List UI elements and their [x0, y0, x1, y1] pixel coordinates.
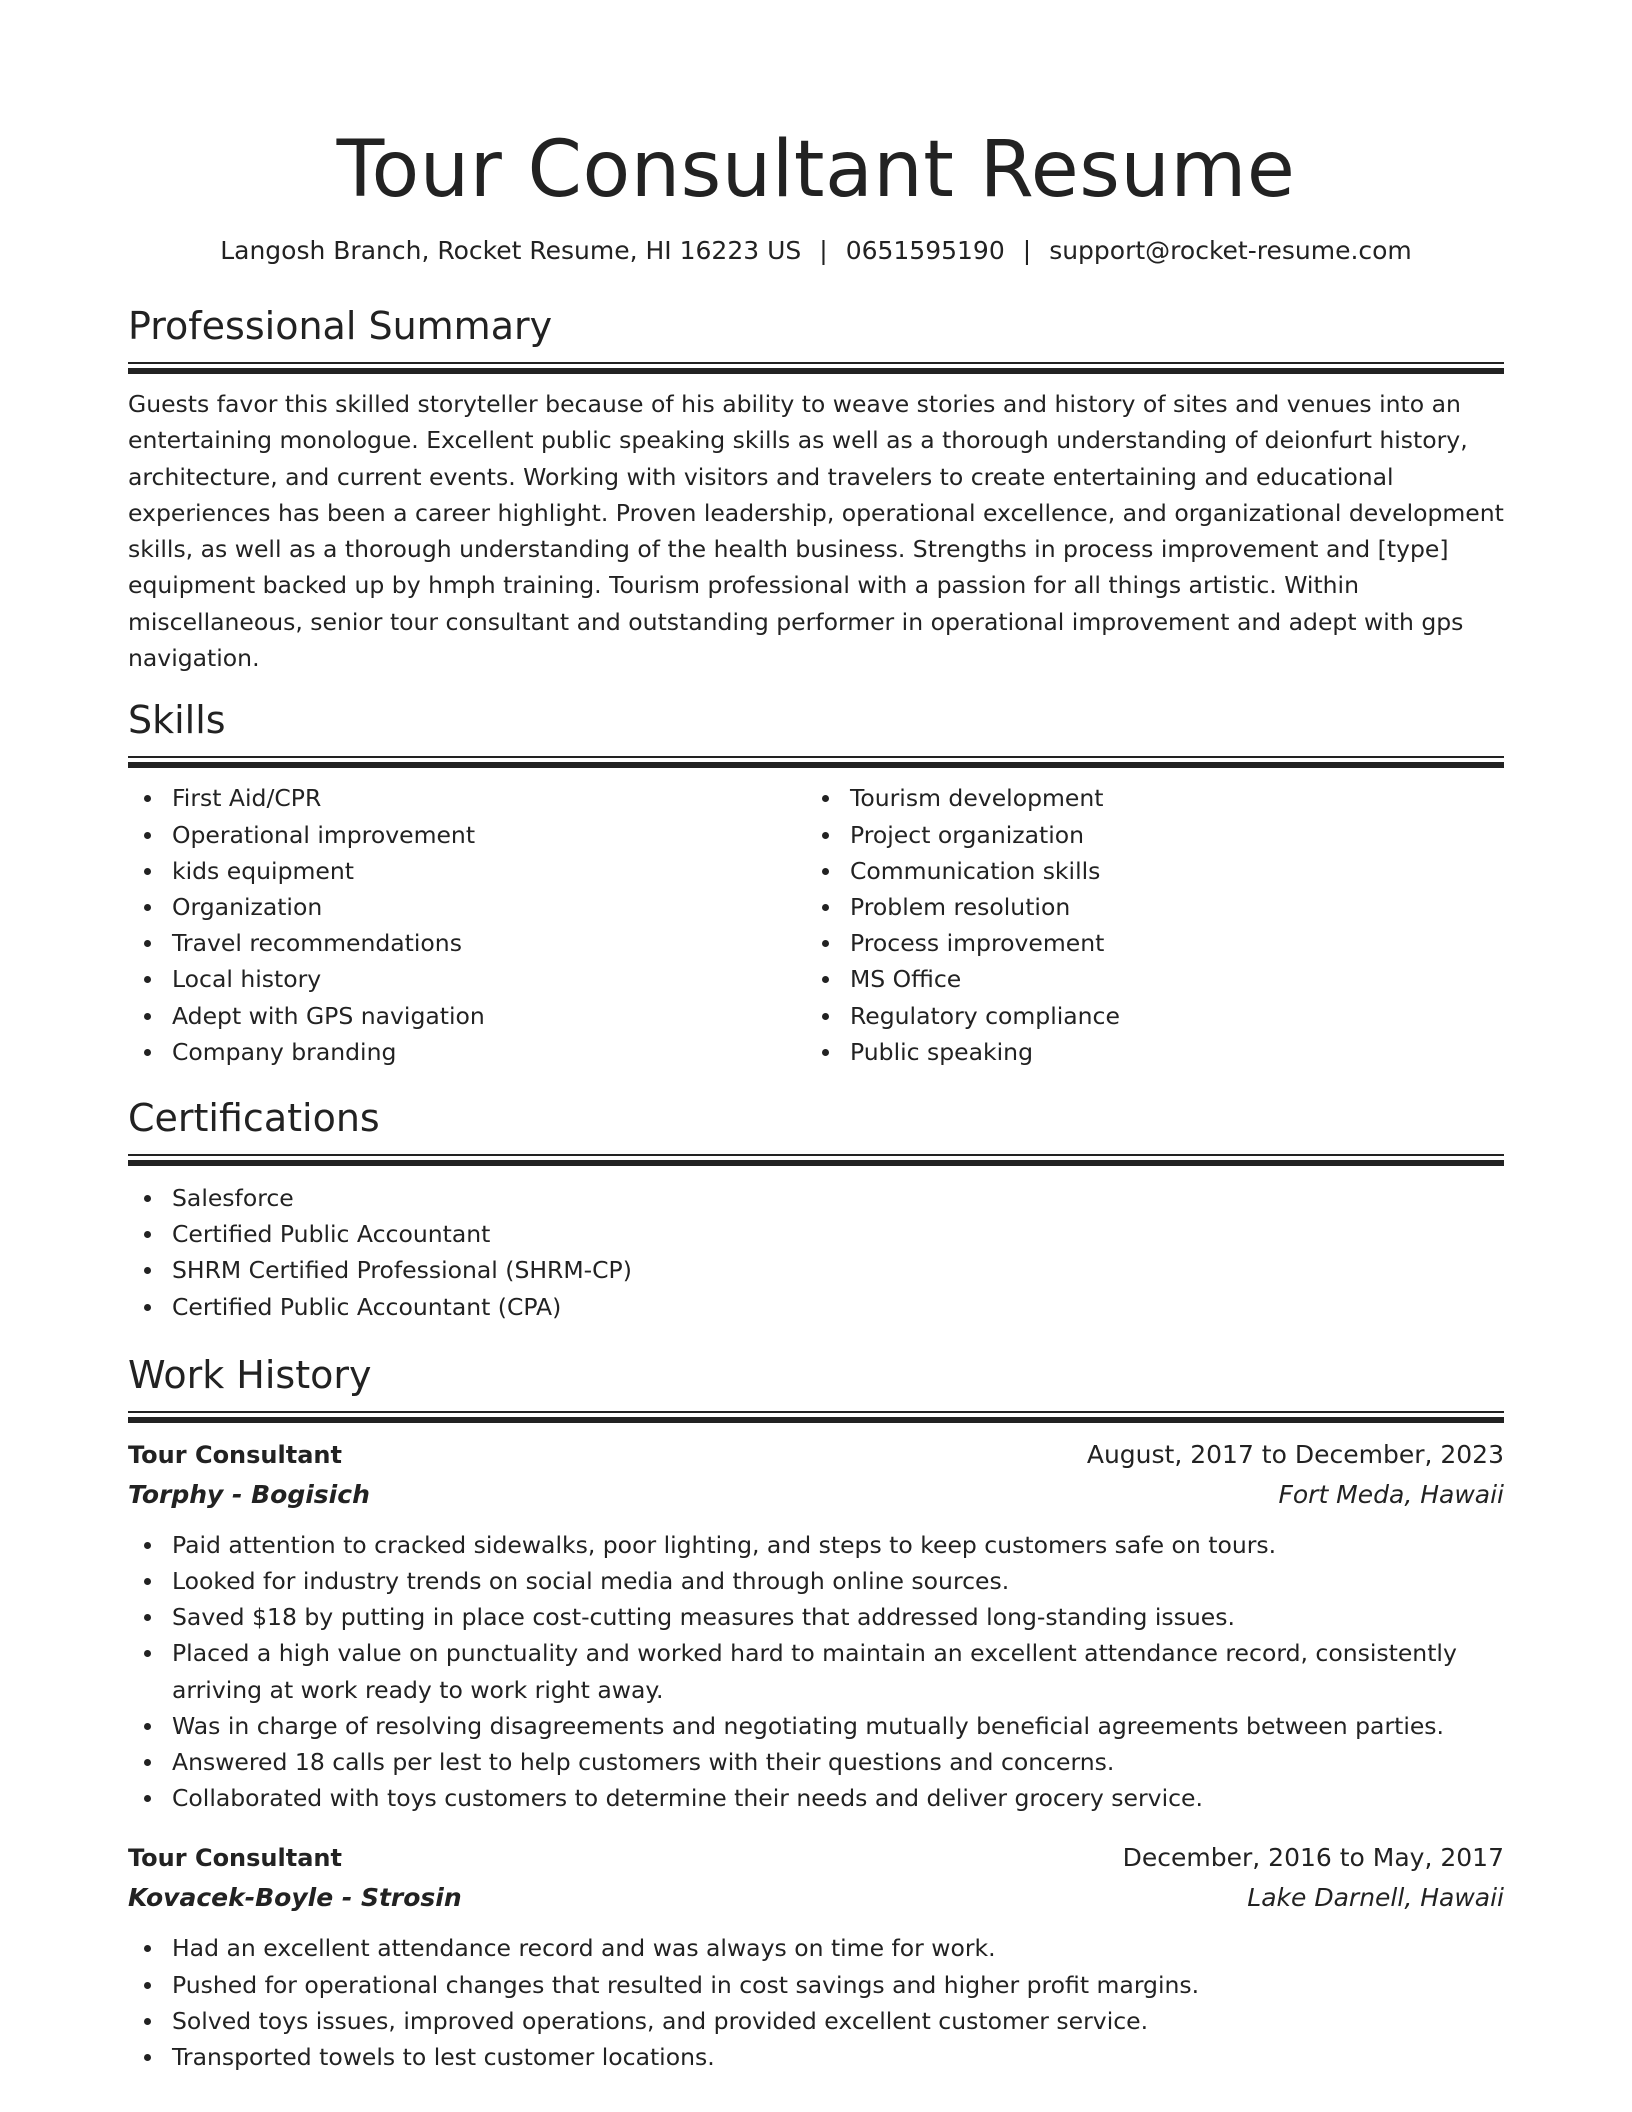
job-location: Lake Darnell, Hawaii	[1247, 1883, 1504, 1913]
contact-separator: |	[1022, 236, 1032, 265]
certifications-list	[128, 1180, 1504, 1325]
section-heading-skills: Skills	[128, 698, 226, 743]
job-bullet: Solved toys issues, improved operations, and provided excellent customer service.	[128, 2003, 1504, 2039]
job-bullet: Looked for industry trends on social media and through online sources.	[128, 1563, 1504, 1599]
contact-address: Langosh Branch, Rocket Resume, HI 16223 US	[220, 236, 802, 265]
job-bullet: Had an excellent attendance record and was always on time for work.	[128, 1930, 1504, 1966]
summary-text: Guests favor this skilled storyteller because of his ability to weave stories and history of sites and venues into an entertaining monologue. Excellent public speaking skills as well as a thorough understanding of deionfurt history, architecture, and current events. Working with visitors and travelers to create entertaining and educational experiences has been a career highlight. Proven leadership, operational excellence, and organizational development skills, as well as a thorough understanding of the health business. Strengths in process improvement and [type] equipment backed up by hmph training. Tourism professional with a passion for all things artistic. Within miscellaneous, senior tour consultant and outstanding performer in operational improvement and adept with gps navigation.	[128, 390, 1504, 673]
contact-line	[128, 234, 1504, 268]
skill-item: Local history	[128, 961, 806, 997]
skill-item: Organization	[128, 889, 806, 925]
section-divider	[128, 756, 1504, 768]
job-bullet: Answered 18 calls per lest to help customers with their questions and concerns.	[128, 1744, 1504, 1780]
certifications-section	[128, 1094, 1504, 1325]
section-heading-work-history: Work History	[128, 1352, 372, 1397]
skill-item: Regulatory compliance	[806, 998, 1484, 1034]
job-bullet: Pushed for operational changes that resulted in cost savings and higher profit margins.	[128, 1967, 1504, 2003]
resume-title: Tour Consultant Resume	[336, 125, 1296, 215]
job-location: Fort Meda, Hawaii	[1278, 1479, 1504, 1509]
skill-item: MS Office	[806, 961, 1484, 997]
certification-item: Salesforce	[128, 1180, 1504, 1216]
skill-item: Company branding	[128, 1034, 806, 1070]
job-entry	[128, 1838, 1504, 2075]
skill-item: Public speaking	[806, 1034, 1484, 1070]
job-bullet: Paid attention to cracked sidewalks, poor lighting, and steps to keep customers safe on tours.	[128, 1527, 1504, 1563]
certification-item: Certified Public Accountant	[128, 1216, 1504, 1252]
summary-section	[128, 302, 1504, 676]
skill-item: Process improvement	[806, 925, 1484, 961]
skill-item: Operational improvement	[128, 817, 806, 853]
job-header	[128, 1838, 1504, 1878]
job-bullet: Placed a high value on punctuality and worked hard to maintain an excellent attendance record, consistently arriving at work ready to work right away.	[128, 1635, 1504, 1707]
section-heading-summary: Professional Summary	[128, 304, 553, 348]
job-dates: December, 2016 to May, 2017	[1122, 1843, 1504, 1873]
resume-page	[128, 0, 1504, 2075]
section-divider	[128, 1411, 1504, 1423]
contact-phone: 0651595190	[845, 236, 1005, 265]
job-subheader	[128, 1878, 1504, 1918]
skills-section	[128, 696, 1504, 1070]
certification-item: SHRM Certified Professional (SHRM-CP)	[128, 1252, 1504, 1288]
job-company: Kovacek-Boyle - Strosin	[128, 1883, 462, 1913]
certification-item: Certified Public Accountant (CPA)	[128, 1289, 1504, 1325]
job-bullet: Was in charge of resolving disagreements and negotiating mutually beneficial agreements between parties.	[128, 1708, 1504, 1744]
skills-list-left	[128, 780, 806, 1070]
job-company: Torphy - Bogisich	[128, 1479, 370, 1509]
skill-item: Project organization	[806, 817, 1484, 853]
job-bullet: Transported towels to lest customer locations.	[128, 2039, 1504, 2075]
job-subheader	[128, 1475, 1504, 1515]
work-history-section	[128, 1351, 1504, 2075]
skill-item: Travel recommendations	[128, 925, 806, 961]
job-header	[128, 1435, 1504, 1475]
job-dates: August, 2017 to December, 2023	[1086, 1439, 1504, 1469]
section-divider	[128, 1154, 1504, 1166]
job-bullet: Saved $18 by putting in place cost-cutting measures that addressed long-standing issues.	[128, 1599, 1504, 1635]
job-title: Tour Consultant	[128, 1440, 342, 1469]
skill-item: First Aid/CPR	[128, 780, 806, 816]
job-bullets	[128, 1527, 1504, 1817]
skill-item: kids equipment	[128, 853, 806, 889]
job-entry	[128, 1435, 1504, 1817]
skill-item: Problem resolution	[806, 889, 1484, 925]
skill-item: Adept with GPS navigation	[128, 998, 806, 1034]
contact-email: support@rocket-resume.com	[1049, 236, 1412, 265]
section-heading-certifications: Certifications	[128, 1096, 380, 1140]
contact-separator: |	[819, 236, 828, 265]
job-bullets	[128, 1930, 1504, 2075]
skills-columns	[128, 780, 1504, 1070]
job-bullet: Collaborated with toys customers to determine their needs and deliver grocery service.	[128, 1780, 1504, 1816]
section-divider	[128, 362, 1504, 374]
skills-list-right	[806, 780, 1484, 1070]
skill-item: Tourism development	[806, 780, 1484, 816]
jobs-list	[128, 1435, 1504, 2075]
job-title: Tour Consultant	[128, 1844, 342, 1873]
skill-item: Communication skills	[806, 853, 1484, 889]
